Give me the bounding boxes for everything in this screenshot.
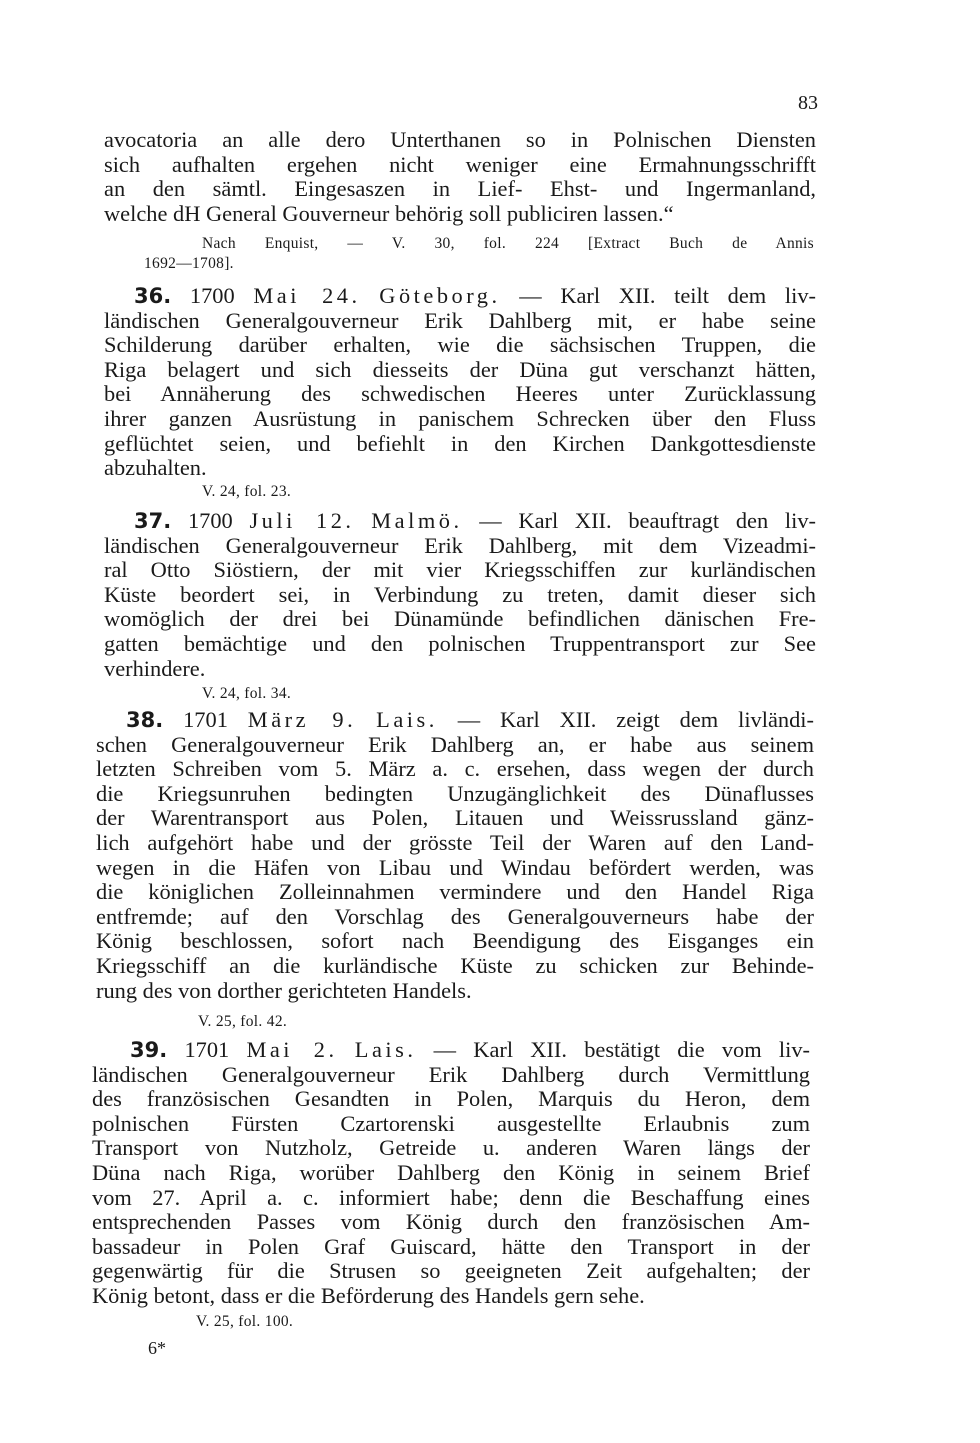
entry-37 <box>104 509 816 681</box>
text-line: die königlichen Zolleinnahmen vermindere und den Handel Riga <box>96 879 814 905</box>
text-line: womöglich der drei bei Dünamünde befindlichen dänischen Fre- <box>104 606 816 632</box>
intro-paragraph <box>104 128 816 226</box>
text-line: gegenwärtig für die Strusen so geeigneten Zeit aufgehalten; der <box>92 1258 810 1284</box>
entry-place: Göteborg. <box>379 283 501 308</box>
text-line: die Kriegsunruhen bedingten Unzugänglichkeit des Dünaflusses <box>96 780 814 806</box>
intro-citation-line2: 1692—1708]. <box>144 255 234 272</box>
text-line: rung des von dorther gerichteten Handels. <box>96 977 472 1003</box>
text-line: polnischen Fürsten Czartorenski ausgestellte Erlaubnis zum <box>92 1110 810 1136</box>
text-line: avocatoria an alle dero Unterthanen so in Polnischen Diensten <box>104 127 816 152</box>
text-line: Düna nach Riga, worüber Dahlberg den König in seinem Brief <box>92 1159 810 1185</box>
text-line: abzuhalten. <box>104 455 207 481</box>
entry-place: Malmö. <box>371 508 463 533</box>
entry-place: Lais. <box>376 707 438 732</box>
text-line: der Warentransport aus Polen, Litauen und Weissrussland gänz- <box>96 805 814 831</box>
text-line: bei Annäherung des schwedischen Heeres unter Zurücklassung <box>104 381 816 407</box>
text-line: ihrer ganzen Ausrüstung in panischem Schrecken über den Fluss <box>104 405 816 431</box>
text-line: ral Otto Siöstiern, der mit vier Kriegsschiffen zur kurländischen <box>104 557 816 583</box>
entry-heading-line <box>92 1038 810 1063</box>
entry-year: 1700 <box>189 283 235 308</box>
entry-year: 1701 <box>183 707 228 732</box>
entry-date: Juli 12. <box>249 508 355 533</box>
entry-heading-line <box>104 284 816 309</box>
text-line: König betont, dass er die Beförderung des Handels gern sehe. <box>92 1282 645 1308</box>
entry-39 <box>92 1038 810 1309</box>
intro-citation-line1: Nach Enquist, — V. 30, fol. 224 [Extract Buch de Annis <box>202 235 814 252</box>
text-line: wegen in die Häfen von Libau und Windau befördert werden, was <box>96 854 814 880</box>
entry-36-citation: V. 24, fol. 23. <box>202 483 292 500</box>
entry-text: — Karl XII. teilt dem liv- <box>519 283 816 308</box>
text-line: geflüchtet seien, und befiehlt in den Kirchen Dankgottesdienste <box>104 430 816 456</box>
text-line: entfremde; auf den Vorschlag des Generalgouverneurs habe der <box>96 903 814 929</box>
text-line: vom 27. April a. c. informiert habe; denn die Beschaffung eines <box>92 1184 810 1210</box>
text-line: welche dH General Gouverneur behörig soll publiciren lassen.“ <box>104 200 674 226</box>
entry-number: 37. <box>134 509 172 533</box>
text-line: Schilderung darüber erhalten, wie die sächsischen Truppen, die <box>104 332 816 358</box>
text-line: Kriegsschiff an die kurländische Küste zu schicken zur Behinde- <box>96 952 814 978</box>
text-line: sich aufhalten ergehen nicht weniger eine Ermahnungsschrifft <box>104 151 816 177</box>
text-line: ländischen Generalgouverneur Erik Dahlberg, mit dem Vizeadmi- <box>104 532 816 558</box>
entry-date: Mai 24. <box>253 283 361 308</box>
entry-36 <box>104 284 816 481</box>
entry-text: — Karl XII. bestätigt die vom liv- <box>433 1037 810 1062</box>
entry-date: Mai 2. <box>246 1037 338 1062</box>
text-line: Transport von Nutzholz, Getreide u. anderen Waren längs der <box>92 1135 810 1161</box>
text-line: ländischen Generalgouverneur Erik Dahlberg mit, er habe seine <box>104 307 816 333</box>
entry-number: 39. <box>130 1038 168 1062</box>
entry-39-citation: V. 25, fol. 100. <box>196 1313 294 1330</box>
text-line: Küste beordert sei, in Verbindung zu treten, damit dieser sich <box>104 581 816 607</box>
entry-number: 36. <box>134 284 172 308</box>
entry-text: — Karl XII. beauftragt den liv- <box>479 508 816 533</box>
entry-heading-line <box>96 708 814 733</box>
text-line: schen Generalgouverneur Erik Dahlberg an, er habe aus seinem <box>96 731 814 757</box>
text-line: König beschlossen, sofort nach Beendigung des Eisganges ein <box>96 928 814 954</box>
text-line: lich aufgehört habe und der grösste Teil der Waren auf den Land- <box>96 829 814 855</box>
entry-38-citation: V. 25, fol. 42. <box>198 1013 288 1030</box>
entry-37-citation: V. 24, fol. 34. <box>202 685 292 702</box>
entry-number: 38. <box>126 708 164 732</box>
text-line: Riga belagert und sich diesseits der Düna gut verschanzt hätten, <box>104 356 816 382</box>
text-line: ländischen Generalgouverneur Erik Dahlberg durch Vermittlung <box>92 1061 810 1087</box>
signature-mark: 6* <box>148 1338 166 1358</box>
text-line: des französischen Gesandten in Polen, Marquis du Heron, dem <box>92 1086 810 1112</box>
text-line: verhindere. <box>104 655 206 681</box>
page-number: 83 <box>798 92 818 114</box>
text-line: letzten Schreiben vom 5. März a. c. ersehen, dass wegen der durch <box>96 756 814 782</box>
text-line: an den sämtl. Eingesaszen in Lief- Ehst- und Ingermanland, <box>104 176 816 202</box>
entry-text: — Karl XII. zeigt dem livländi- <box>457 707 814 732</box>
entry-heading-line <box>104 509 816 534</box>
entry-date: März 9. <box>247 707 357 732</box>
text-line: bassadeur in Polen Graf Guiscard, hätte den Transport in der <box>92 1233 810 1259</box>
entry-year: 1700 <box>187 508 233 533</box>
entry-38 <box>96 708 814 1003</box>
text-line: gatten bemächtige und den polnischen Truppentransport zur See <box>104 630 816 656</box>
entry-place: Lais. <box>354 1037 417 1062</box>
entry-year: 1701 <box>184 1037 230 1062</box>
text-line: entsprechenden Passes vom König durch den französischen Am- <box>92 1209 810 1235</box>
